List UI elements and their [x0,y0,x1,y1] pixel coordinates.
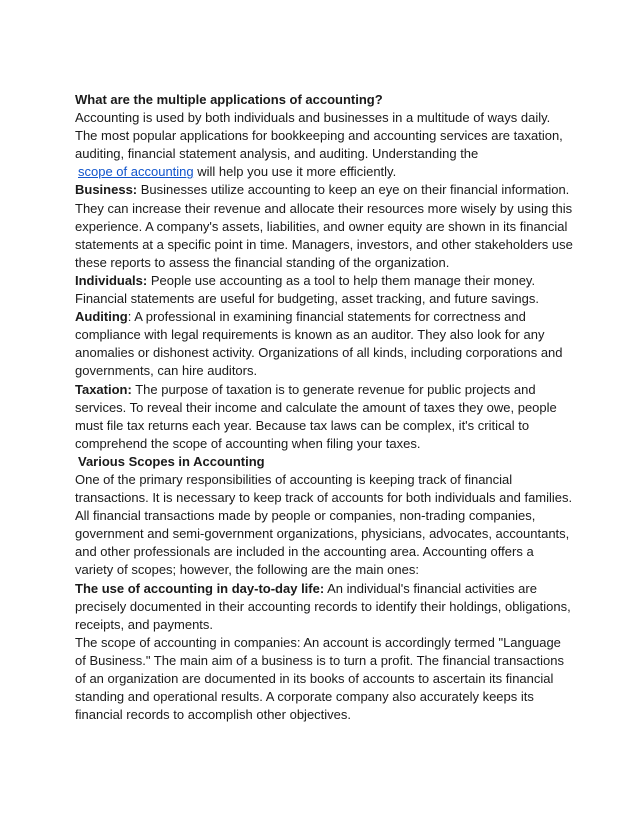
application-individuals [75,272,573,308]
application-auditing [75,308,573,380]
scope-of-accounting-link[interactable]: scope of accounting [78,164,194,180]
day-to-day-paragraph [75,580,573,634]
day-to-day-lead: The use of accounting in day-to-day life: [75,580,325,596]
day-to-day-body: An individual's financial activities are precisely documented in their accounting records to identify their holdings, obligations, receipts, and payments. [75,580,571,632]
intro-paragraph [75,109,573,181]
application-taxation-lead: Taxation: [75,381,132,397]
application-auditing-lead: Auditing [75,309,128,325]
document-title: What are the multiple applications of accounting? [75,92,383,107]
application-business [75,181,573,271]
scopes-heading: Various Scopes in Accounting [78,453,265,469]
application-business-lead: Business: [75,182,138,198]
companies-paragraph: The scope of accounting in companies: An account is accordingly termed "Language of Business." The main aim of a business is to turn a profit. The financial transactions of an organization are documented in its books of accounts to ascertain its financial standing and operational results. A corporate company also accurately keeps its financial records to accomplish other objectives. [75,634,564,723]
application-business-body: Businesses utilize accounting to keep an eye on their financial information. They can increase their revenue and allocate their resources more wisely by using this experience. A company's assets, liabilities, and owner equity are shown in its financial statements at a specific point in time. Managers, investors, and other stakeholders use these reports to assess the financial standing of the organization. [75,182,573,270]
application-taxation-body: The purpose of taxation is to generate revenue for public projects and services. To reveal their income and calculate the amount of taxes they owe, people must file tax returns each year. Because tax laws can be complex, it's critical to comprehend the scope of accounting when filing your taxes. [75,381,557,451]
intro-text-after-link: will help you use it more efficiently. [193,164,397,180]
application-individuals-lead: Individuals: [75,272,148,288]
application-taxation [75,381,573,453]
application-auditing-body: : A professional in examining financial statements for correctness and compliance with legal requirements is known as an auditor. They also look for any anomalies or dishonest activity. Organizations of all kinds, including corporations and governments, can hire auditors. [75,309,563,379]
scopes-intro-paragraph: One of the primary responsibilities of accounting is keeping track of financial transactions. It is necessary to keep track of accounts for both individuals and families. All financial transactions made by people or companies, non-trading companies, government and semi-government organizations, physicians, advocates, accountants, and other professionals are included in the accounting area. Accounting offers a variety of scopes; however, the following are the main ones: [75,471,573,578]
intro-text: Accounting is used by both individuals and businesses in a multitude of ways daily. The most popular applications for bookkeeping and accounting services are taxation, auditing, financial statement analysis, and auditing. Understanding the [75,110,563,162]
document-body [75,91,573,724]
application-individuals-body: People use accounting as a tool to help them manage their money. Financial statements are useful for budgeting, asset tracking, and future savings. [75,272,539,307]
